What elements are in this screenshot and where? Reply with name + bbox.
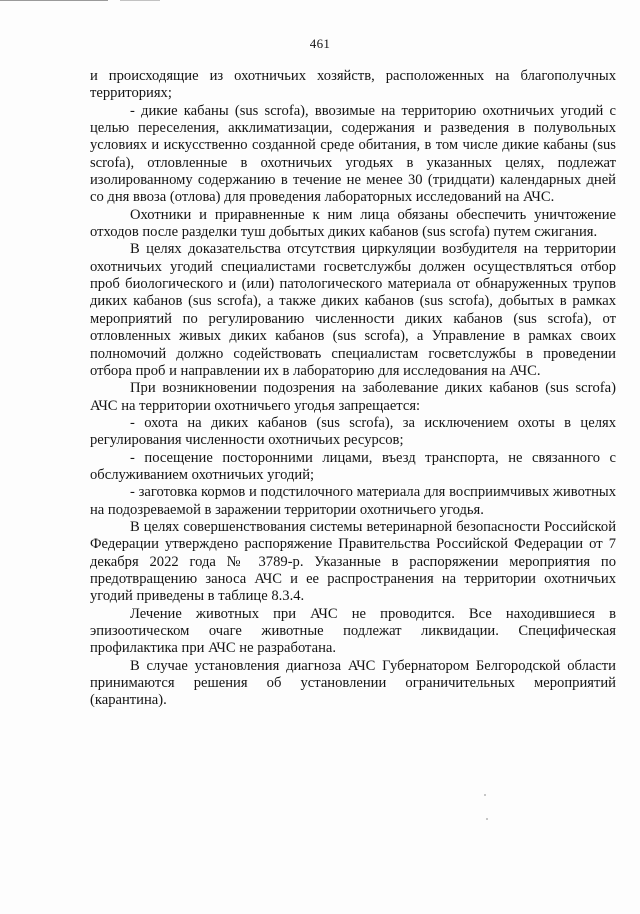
paragraph-suspicion-prohibited: При возникновении подозрения на заболевание диких кабанов (sus scrofa) АЧС на территории охотничьего угодья запрещается: [90,380,616,414]
scan-speck [486,818,488,820]
paragraph-ban-visiting: - посещение посторонними лицами, въезд транспорта, не связанного с обслуживанием охотничьих угодий; [90,449,616,483]
scan-edge-line [0,0,108,1]
paragraph-wild-boars-import: - дикие кабаны (sus scrofa), ввозимые на территорию охотничьих угодий с целью переселения, акклиматизации, содержания и разведения в полувольных условиях и искусственно созданной среде обитания, в том числе дикие кабаны (sus scrofa), отловленные в охотничьих угодьях в указанных целях, подлежат изолированному содержанию в течение не менее 30 (тридцати) календарных дней со дня ввоза (отлова) для проведения лабораторных исследований на АЧС. [90,102,616,206]
scan-speck [484,794,486,796]
paragraph-ban-hunting: - охота на диких кабанов (sus scrofa), за исключением охоты в целях регулирования численности охотничьих ресурсов; [90,414,616,449]
paragraph-government-order: В целях совершенствования системы ветеринарной безопасности Российской Федерации утверждено распоряжение Правительства Российской Федерации от 7 декабря 2022 года № 3789-р. Указанные в распоряжении мероприятия по предотвращению заноса АЧС и ее распространения на территории охотничьих угодий приведены в таблице 8.3.4. [90,518,616,605]
paragraph-no-treatment: Лечение животных при АЧС не проводится. Все находившиеся в эпизоотическом очаге животные подлежат ликвидации. Специфическая профилактика при АЧС не разработана. [90,605,616,657]
paragraph-quarantine: В случае установления диагноза АЧС Губернатором Белгородской области принимаются решения об установлении ограничительных мероприятий (карантина). [90,657,616,709]
paragraph-continuation: и происходящие из охотничьих хозяйств, расположенных на благополучных территориях; [90,68,616,102]
scan-edge-line [120,0,160,1]
paragraph-hunters-waste: Охотники и приравненные к ним лица обязаны обеспечить уничтожение отходов после разделки туш добытых диких кабанов (sus scrofa) путем сжигания. [90,206,616,241]
paragraph-sampling: В целях доказательства отсутствия циркуляции возбудителя на территории охотничьих угодий специалистами госветслужбы должен осуществляться отбор проб биологического и (или) патологического материала от обнаруженных трупов диких кабанов (sus scrofa), а также диких кабанов (sus scrofa), добытых в рамках мероприятий по регулированию численности диких кабанов (sus scrofa), от отловленных живых диких кабанов (sus scrofa), а Управление в рамках своих полномочий должно содействовать специалистам госветслужбы в проведении отбора проб и направлении их в лабораторию для исследования на АЧС. [90,241,616,379]
paragraph-ban-feed: - заготовка кормов и подстилочного материала для восприимчивых животных на подозреваемой в заражении территории охотничьего угодья. [90,484,616,518]
page-number: 461 [309,36,331,51]
document-body [90,68,616,710]
